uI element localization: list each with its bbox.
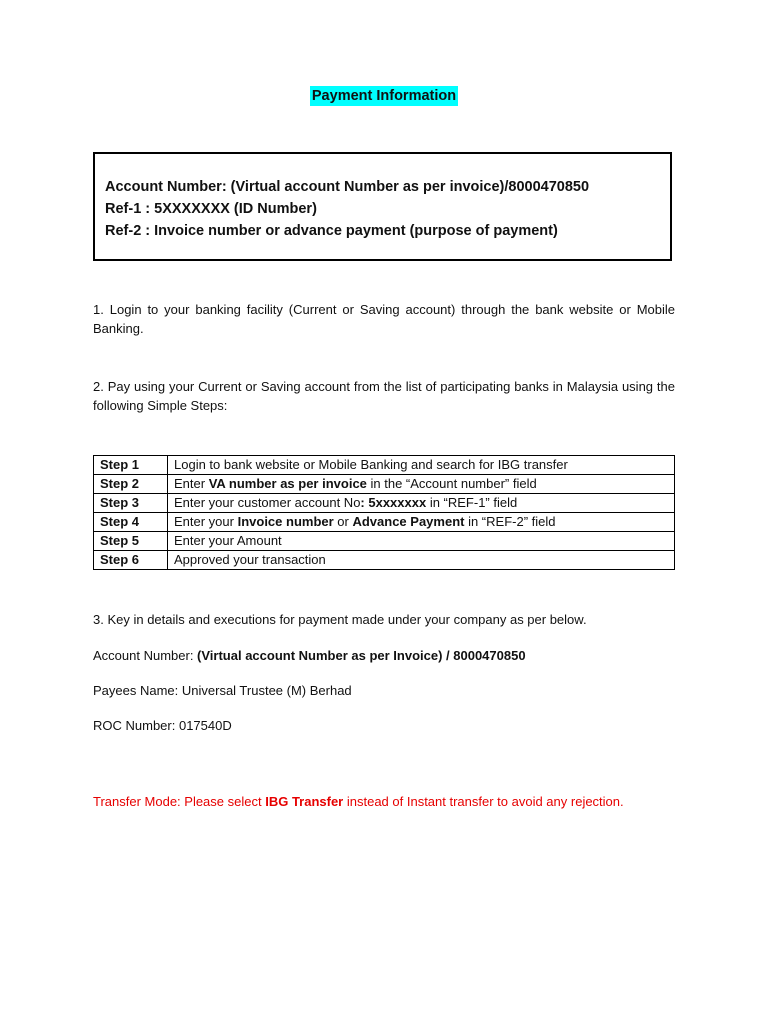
step-text: Enter your Amount (168, 532, 675, 551)
steps-table (93, 455, 675, 570)
info-ref-1: Ref-1 : 5XXXXXXX (ID Number) (105, 201, 317, 217)
step-text: Approved your transaction (168, 551, 675, 570)
step-label: Step 4 (94, 513, 168, 532)
step-text-bold: VA number as per invoice (208, 476, 367, 491)
step-text-part: Enter (174, 476, 209, 491)
step-label: Step 2 (94, 475, 168, 494)
step-label: Step 3 (94, 494, 168, 513)
instruction-3: 3. Key in details and executions for payment made under your company as per below. (93, 612, 587, 627)
step-text-bold: Invoice number (237, 514, 334, 529)
page-title (0, 88, 768, 104)
account-number-prefix: Account Number: (93, 648, 198, 663)
instruction-2: 2. Pay using your Current or Saving account from the list of participating banks in Malaysia using the following Simple Steps: (93, 379, 675, 413)
step-text-bold: Advance Payment (352, 514, 465, 529)
table-row (94, 456, 675, 475)
table-row (94, 513, 675, 532)
step-text-part: in “REF-2” field (464, 514, 556, 529)
account-number-value: (Virtual account Number as per Invoice) / 8000470850 (197, 648, 526, 663)
step-text (168, 513, 675, 532)
step-label: Step 6 (94, 551, 168, 570)
step-label: Step 1 (94, 456, 168, 475)
transfer-mode-warning (93, 792, 624, 811)
table-row (94, 551, 675, 570)
step-text-part: in “REF-1” field (426, 495, 518, 510)
transfer-mode-prefix: Transfer Mode: Please select (93, 794, 266, 809)
transfer-mode-ibg: IBG Transfer (265, 794, 344, 809)
step-text-part: in the “Account number” field (366, 476, 537, 491)
payee-name-line: Payees Name: Universal Trustee (M) Berhad (93, 683, 352, 698)
info-ref-2: Ref-2 : Invoice number or advance payment (purpose of payment) (105, 223, 558, 239)
roc-number-line: ROC Number: 017540D (93, 718, 232, 733)
step-text-part: or (333, 514, 353, 529)
instruction-1: 1. Login to your banking facility (Current or Saving account) through the bank website or Mobile Banking. (93, 302, 675, 336)
table-row (94, 494, 675, 513)
step-text (168, 494, 675, 513)
step-text: Login to bank website or Mobile Banking and search for IBG transfer (168, 456, 675, 475)
info-account-number: Account Number: (Virtual account Number as per invoice)/8000470850 (105, 179, 590, 195)
step-text-bold: : 5xxxxxxx (360, 495, 427, 510)
account-info-box (93, 152, 672, 261)
step-label: Step 5 (94, 532, 168, 551)
step-text (168, 475, 675, 494)
step-text-part: Enter your customer account No (174, 495, 361, 510)
table-row (94, 475, 675, 494)
title-text: Payment Information (311, 88, 457, 104)
account-number-line (93, 646, 526, 665)
transfer-mode-suffix: instead of Instant transfer to avoid any rejection. (343, 794, 624, 809)
table-row (94, 532, 675, 551)
step-text-part: Enter your (174, 514, 238, 529)
